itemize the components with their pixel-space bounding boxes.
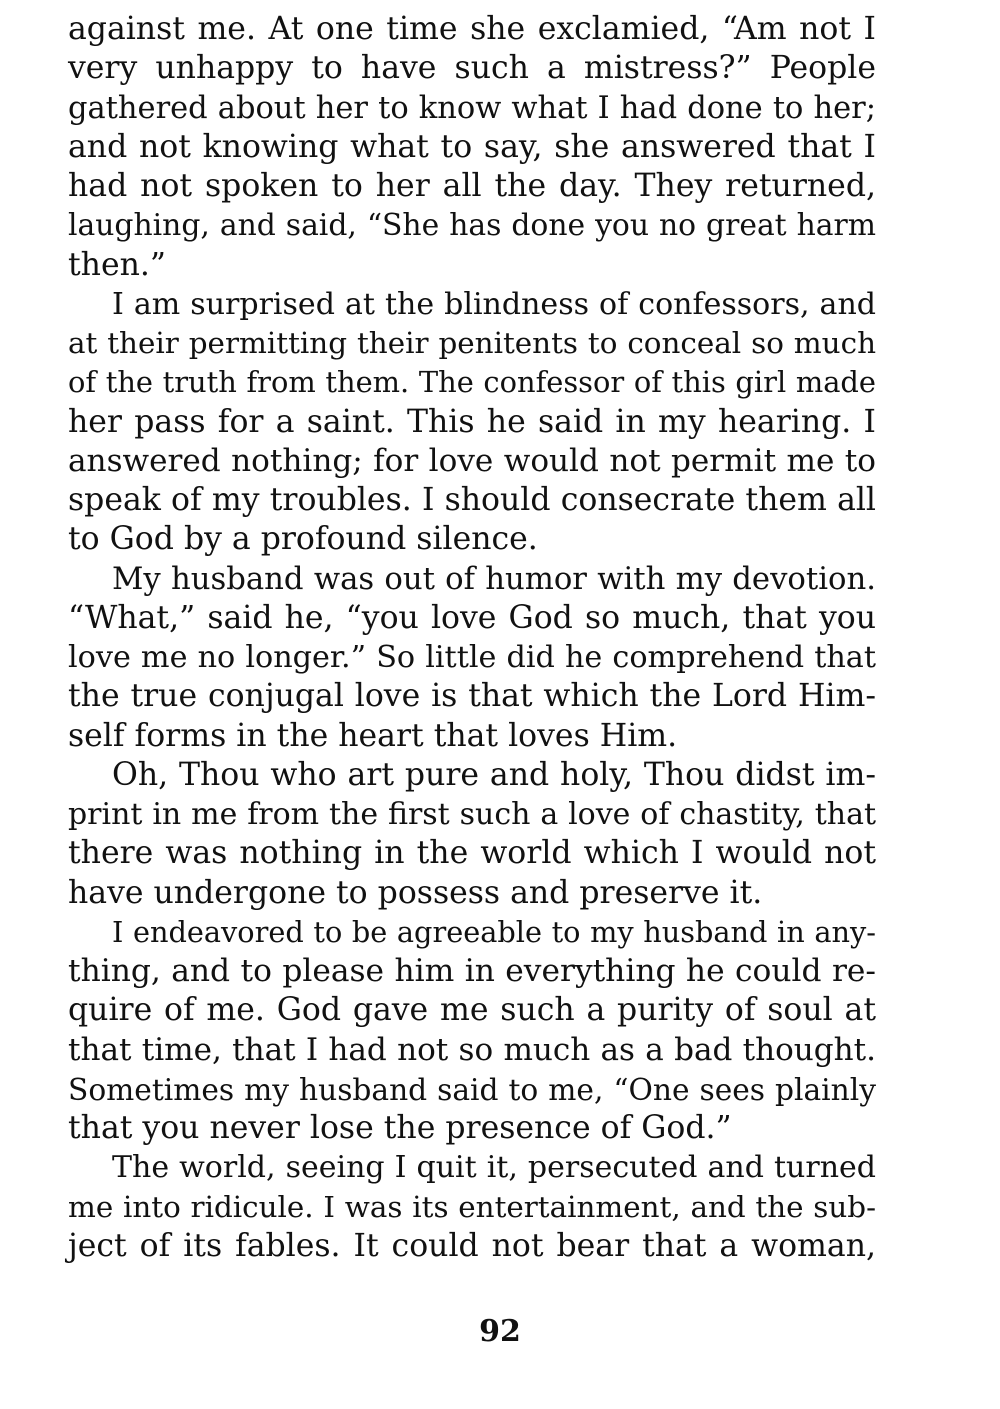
text-line: I endeavored to be agreeable to my husband in any-: [112, 914, 876, 949]
text-line: speak of my troubles. I should consecrate them all: [68, 482, 876, 518]
text-line: My husband was out of humor with my devotion.: [112, 561, 876, 597]
text-line: her pass for a saint. This he said in my hearing. I: [68, 403, 876, 440]
text-line: the true conjugal love is that which the Lord Him-: [68, 678, 876, 715]
text-line: quire of me. God gave me such a purity of soul at: [68, 992, 876, 1029]
text-line: that time, that I had not so much as a bad thought.: [68, 1031, 876, 1068]
paragraph-1: [68, 10, 876, 285]
text-line: Sometimes my husband said to me, “One sees plainly: [68, 1071, 876, 1107]
text-line: very unhappy to have such a mistress?” People: [68, 50, 876, 87]
text-line: against me. At one time she exclamied, “Am not I: [68, 11, 876, 47]
text-line: Oh, Thou who art pure and holy, Thou didst im-: [112, 756, 876, 793]
text-line: laughing, and said, “She has done you no great harm: [68, 208, 876, 244]
text-line: to God by a profound silence.: [68, 521, 538, 558]
text-line: that you never lose the presence of God.”: [68, 1110, 732, 1146]
text-line: had not spoken to her all the day. They returned,: [68, 168, 876, 204]
text-line: answered nothing; for love would not permit me to: [68, 442, 876, 479]
text-line: have undergone to possess and preserve it.: [68, 874, 763, 911]
text-line: print in me from the first such a love of chastity, that: [68, 797, 876, 832]
text-line: gathered about her to know what I had done to her;: [68, 90, 876, 126]
paragraph-2: [68, 285, 876, 560]
paragraph-5: [68, 913, 876, 1149]
text-line: me into ridicule. I was its entertainment, and the sub-: [68, 1189, 876, 1224]
body-text: [68, 10, 876, 1266]
paragraph-4: [68, 756, 876, 913]
text-line: at their permitting their penitents to conceal so much: [68, 326, 876, 360]
text-line: “What,” said he, “you love God so much, that you: [68, 599, 876, 636]
text-line: and not knowing what to say, she answered that I: [68, 128, 876, 165]
text-line: ject of its fables. It could not bear that a woman,: [68, 1227, 876, 1264]
text-line: then.”: [68, 246, 166, 283]
page-number: 92: [479, 1314, 521, 1349]
text-line: I am surprised at the blindness of confessors, and: [112, 286, 876, 322]
text-line: self forms in the heart that loves Him.: [68, 717, 678, 754]
text-line: love me no longer.” So little did he comprehend that: [68, 640, 876, 675]
paragraph-6: [68, 1148, 876, 1266]
text-line: there was nothing in the world which I would not: [68, 835, 876, 872]
text-line: thing, and to please him in everything he could re-: [68, 953, 876, 989]
text-line: of the truth from them. The confessor of this girl made: [68, 365, 876, 400]
text-line: The world, seeing I quit it, persecuted and turned: [112, 1150, 876, 1186]
paragraph-3: [68, 560, 876, 756]
